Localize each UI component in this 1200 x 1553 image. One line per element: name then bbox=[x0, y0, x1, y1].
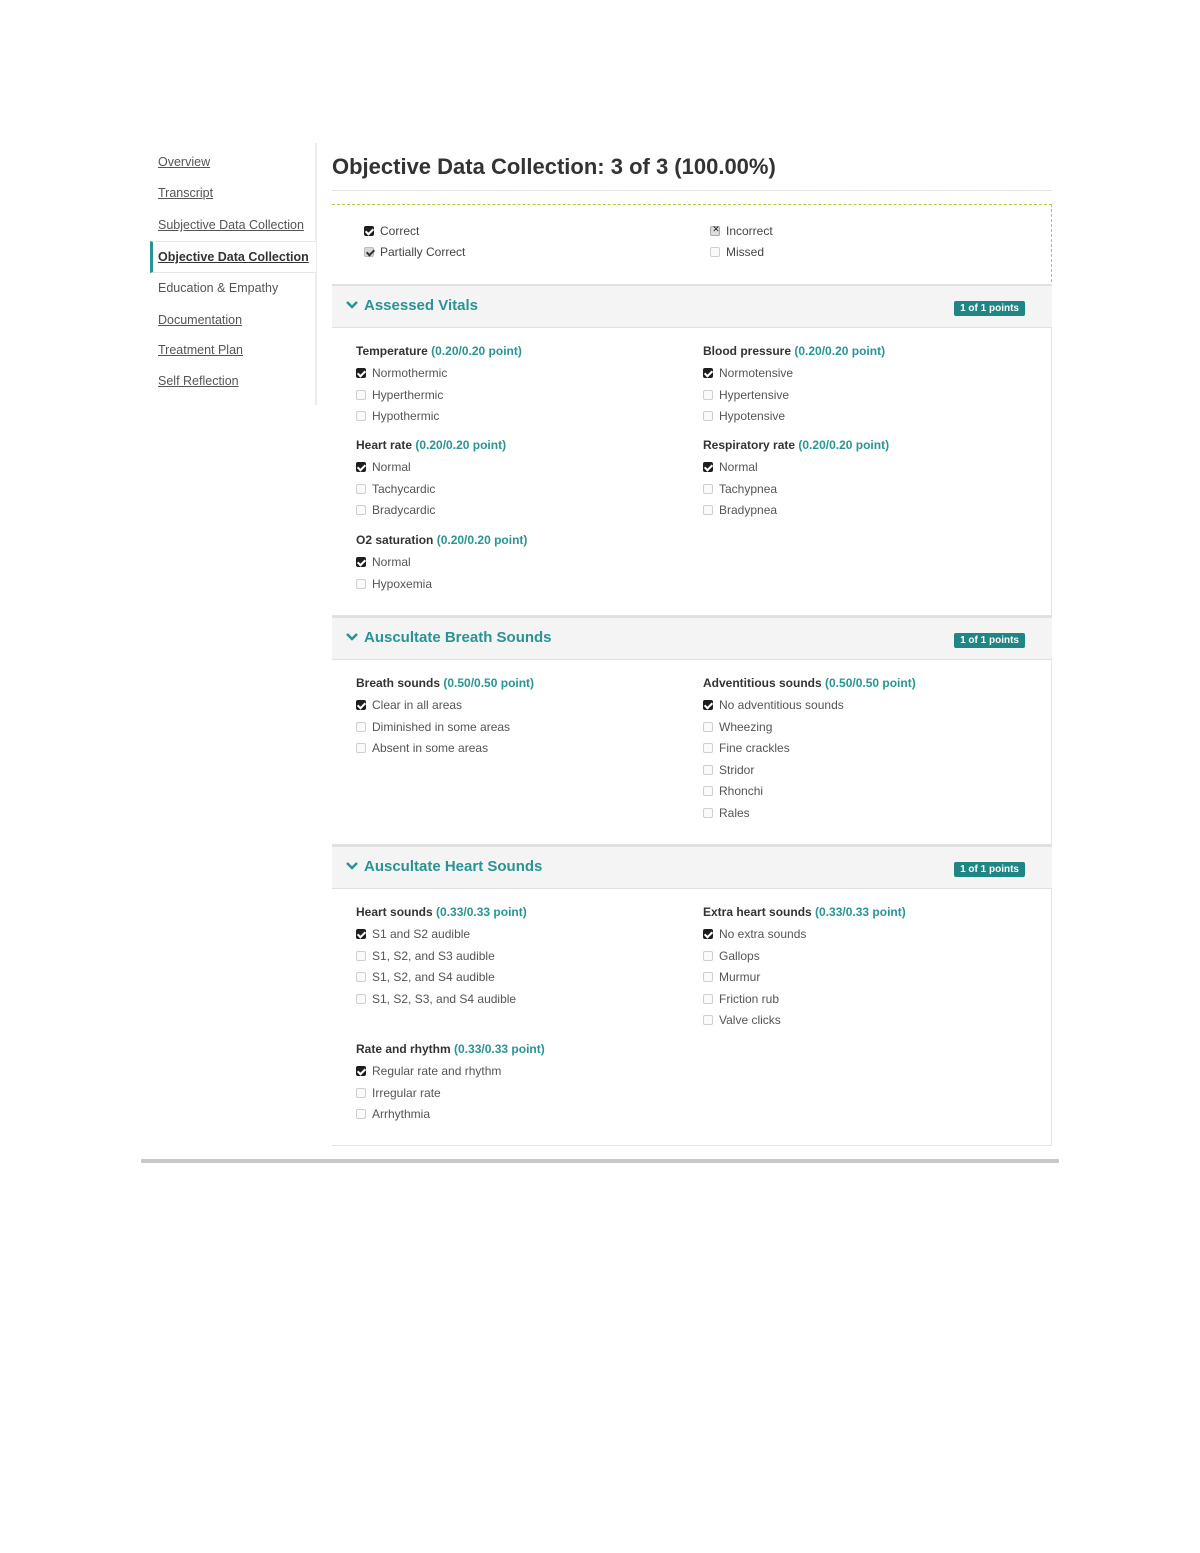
question-adventitious-sounds bbox=[703, 676, 916, 827]
question-label bbox=[356, 676, 534, 698]
unchecked-checkbox-icon bbox=[356, 484, 366, 494]
question-score: (0.20/0.20 point) bbox=[431, 344, 522, 358]
unchecked-checkbox-icon bbox=[356, 1088, 366, 1098]
question-temperature bbox=[356, 344, 522, 431]
incorrect-x-icon bbox=[710, 226, 720, 236]
chevron-down-icon[interactable] bbox=[344, 857, 360, 875]
section-header-breath-sounds[interactable] bbox=[332, 616, 1052, 660]
title-divider bbox=[332, 190, 1052, 191]
option-item bbox=[356, 698, 534, 720]
question-o2-saturation bbox=[356, 533, 527, 598]
sidebar-item-subjective-data-collection[interactable]: Subjective Data Collection bbox=[158, 218, 304, 232]
unchecked-checkbox-icon bbox=[703, 1015, 713, 1025]
sidebar-item-transcript[interactable]: Transcript bbox=[158, 186, 214, 200]
unchecked-checkbox-icon bbox=[356, 722, 366, 732]
option-item bbox=[356, 503, 506, 525]
option-label: Fine crackles bbox=[719, 741, 790, 755]
unchecked-checkbox-icon bbox=[356, 994, 366, 1004]
option-label: S1, S2, and S4 audible bbox=[372, 970, 495, 984]
unchecked-checkbox-icon bbox=[703, 808, 713, 818]
option-item bbox=[356, 482, 506, 504]
unchecked-checkbox-icon bbox=[703, 765, 713, 775]
missed-checkbox-icon bbox=[710, 247, 720, 257]
option-item bbox=[703, 806, 916, 828]
question-score: (0.33/0.33 point) bbox=[815, 905, 906, 919]
section-title: Auscultate Breath Sounds bbox=[364, 629, 552, 646]
checked-checkbox-icon bbox=[356, 700, 366, 710]
correct-checkbox-icon bbox=[364, 226, 374, 236]
option-item bbox=[703, 388, 885, 410]
section-title: Auscultate Heart Sounds bbox=[364, 858, 543, 875]
option-label: Tachypnea bbox=[719, 481, 778, 496]
checked-checkbox-icon bbox=[703, 462, 713, 472]
option-label: Normal bbox=[372, 460, 411, 474]
checked-checkbox-icon bbox=[356, 368, 366, 378]
option-item bbox=[356, 720, 534, 742]
checked-checkbox-icon bbox=[703, 368, 713, 378]
question-label bbox=[703, 344, 885, 366]
option-item bbox=[703, 366, 885, 388]
sidebar-nav bbox=[150, 143, 317, 405]
unchecked-checkbox-icon bbox=[356, 972, 366, 982]
question-label bbox=[703, 438, 889, 460]
option-label: Normotensive bbox=[719, 366, 794, 380]
option-label: No extra sounds bbox=[719, 927, 807, 941]
option-label: Gallops bbox=[719, 948, 760, 963]
question-respiratory-rate bbox=[703, 438, 889, 525]
option-label: Hypothermic bbox=[372, 409, 440, 423]
question-score: (0.20/0.20 point) bbox=[798, 438, 890, 452]
points-badge: 1 of 1 points bbox=[954, 301, 1025, 316]
sidebar-item-treatment-plan[interactable]: Treatment Plan bbox=[158, 343, 243, 357]
question-text: Adventitious sounds bbox=[703, 676, 822, 690]
question-text: Blood pressure bbox=[703, 344, 792, 358]
sidebar-item-documentation[interactable]: Documentation bbox=[158, 313, 243, 327]
points-badge: 1 of 1 points bbox=[954, 633, 1025, 648]
question-label bbox=[703, 676, 916, 698]
chevron-down-icon[interactable] bbox=[344, 296, 360, 314]
sidebar-item-objective-data-collection[interactable]: Objective Data Collection bbox=[158, 250, 309, 264]
option-item bbox=[703, 720, 916, 742]
option-item bbox=[703, 1013, 906, 1035]
option-item bbox=[356, 1086, 545, 1108]
checked-checkbox-icon bbox=[356, 557, 366, 567]
option-item bbox=[356, 366, 522, 388]
option-item bbox=[356, 741, 534, 763]
unchecked-checkbox-icon bbox=[356, 411, 366, 421]
unchecked-checkbox-icon bbox=[703, 786, 713, 796]
question-score: (0.33/0.33 point) bbox=[436, 905, 527, 919]
option-item bbox=[356, 577, 527, 599]
legend bbox=[332, 204, 1052, 282]
checked-checkbox-icon bbox=[703, 700, 713, 710]
section-body-breath-sounds bbox=[332, 660, 1052, 845]
option-item bbox=[356, 555, 527, 577]
option-label: Rales bbox=[719, 805, 750, 820]
option-label: Wheezing bbox=[719, 719, 773, 734]
option-label: Tachycardic bbox=[372, 481, 436, 496]
unchecked-checkbox-icon bbox=[703, 505, 713, 515]
question-label bbox=[356, 438, 506, 460]
option-item bbox=[703, 784, 916, 806]
question-extra-heart-sounds bbox=[703, 905, 906, 1035]
unchecked-checkbox-icon bbox=[703, 484, 713, 494]
question-text: Extra heart sounds bbox=[703, 905, 812, 919]
option-label: Stridor bbox=[719, 762, 755, 777]
question-score: (0.50/0.50 point) bbox=[825, 676, 916, 690]
question-label bbox=[356, 344, 522, 366]
option-item bbox=[356, 970, 527, 992]
legend-incorrect bbox=[710, 224, 773, 238]
sidebar-item-overview[interactable]: Overview bbox=[158, 155, 211, 169]
option-label: Normal bbox=[372, 555, 411, 569]
checked-checkbox-icon bbox=[356, 929, 366, 939]
option-item bbox=[356, 927, 527, 949]
question-text: Heart rate bbox=[356, 438, 413, 452]
option-label: Normal bbox=[719, 460, 758, 474]
option-label: S1, S2, and S3 audible bbox=[372, 948, 495, 963]
question-text: Temperature bbox=[356, 344, 428, 358]
question-text: O2 saturation bbox=[356, 533, 434, 547]
option-item bbox=[703, 992, 906, 1014]
option-label: S1, S2, S3, and S4 audible bbox=[372, 991, 517, 1006]
option-label: Normothermic bbox=[372, 366, 448, 380]
legend-correct bbox=[364, 224, 419, 238]
partial-checkbox-icon bbox=[364, 247, 374, 257]
option-label: Hypotensive bbox=[719, 409, 786, 423]
option-item bbox=[703, 460, 889, 482]
unchecked-checkbox-icon bbox=[703, 972, 713, 982]
option-label: Regular rate and rhythm bbox=[372, 1064, 502, 1078]
question-heart-sounds bbox=[356, 905, 527, 1013]
question-text: Rate and rhythm bbox=[356, 1042, 451, 1056]
option-label: Arrhythmia bbox=[372, 1107, 431, 1121]
unchecked-checkbox-icon bbox=[703, 743, 713, 753]
section-header-assessed-vitals[interactable] bbox=[332, 284, 1052, 328]
option-label: Rhonchi bbox=[719, 784, 764, 798]
question-label bbox=[356, 905, 527, 927]
unchecked-checkbox-icon bbox=[703, 722, 713, 732]
option-item bbox=[356, 1107, 545, 1129]
question-label bbox=[356, 1042, 545, 1064]
page-title: Objective Data Collection: 3 of 3 (100.00%) bbox=[332, 154, 776, 179]
unchecked-checkbox-icon bbox=[356, 390, 366, 400]
option-label: Bradycardic bbox=[372, 503, 436, 517]
question-text: Respiratory rate bbox=[703, 438, 796, 452]
question-breath-sounds bbox=[356, 676, 534, 763]
legend-partially-correct-label: Partially Correct bbox=[380, 245, 466, 259]
question-score: (0.20/0.20 point) bbox=[436, 533, 528, 547]
option-item bbox=[356, 1064, 545, 1086]
option-item bbox=[703, 763, 916, 785]
option-item bbox=[703, 970, 906, 992]
option-item bbox=[703, 741, 916, 763]
unchecked-checkbox-icon bbox=[356, 579, 366, 589]
sidebar-item-self-reflection[interactable]: Self Reflection bbox=[158, 374, 239, 388]
sidebar-item-education-empathy[interactable]: Education & Empathy bbox=[158, 281, 279, 295]
option-label: No adventitious sounds bbox=[719, 698, 844, 712]
question-score: (0.50/0.50 point) bbox=[443, 676, 535, 690]
option-label: Absent in some areas bbox=[372, 741, 489, 755]
question-score: (0.20/0.20 point) bbox=[794, 344, 886, 358]
legend-missed-label: Missed bbox=[726, 245, 765, 259]
legend-missed bbox=[710, 245, 764, 259]
option-label: Friction rub bbox=[719, 991, 780, 1006]
option-item bbox=[703, 503, 889, 525]
option-item bbox=[703, 409, 885, 431]
question-score: (0.20/0.20 point) bbox=[415, 438, 507, 452]
points-badge: 1 of 1 points bbox=[954, 862, 1025, 877]
option-label: Irregular rate bbox=[372, 1085, 441, 1100]
question-score: (0.33/0.33 point) bbox=[454, 1042, 545, 1056]
page-bottom-divider bbox=[141, 1159, 1059, 1163]
section-header-heart-sounds[interactable] bbox=[332, 845, 1052, 889]
question-label bbox=[356, 533, 527, 555]
option-item bbox=[703, 927, 906, 949]
option-item bbox=[356, 460, 506, 482]
question-rate-and-rhythm bbox=[356, 1042, 545, 1129]
unchecked-checkbox-icon bbox=[356, 505, 366, 515]
section-title: Assessed Vitals bbox=[364, 297, 478, 314]
question-text: Breath sounds bbox=[356, 676, 441, 690]
chevron-down-icon[interactable] bbox=[344, 628, 360, 646]
option-label: Hypoxemia bbox=[372, 576, 433, 591]
option-label: Hypertensive bbox=[719, 387, 790, 402]
option-item bbox=[703, 698, 916, 720]
option-item bbox=[703, 482, 889, 504]
unchecked-checkbox-icon bbox=[703, 994, 713, 1004]
option-label: Bradypnea bbox=[719, 503, 778, 517]
option-label: Clear in all areas bbox=[372, 698, 463, 712]
unchecked-checkbox-icon bbox=[703, 390, 713, 400]
question-heart-rate bbox=[356, 438, 506, 525]
unchecked-checkbox-icon bbox=[703, 411, 713, 421]
option-label: Diminished in some areas bbox=[372, 719, 511, 734]
unchecked-checkbox-icon bbox=[356, 951, 366, 961]
question-label bbox=[703, 905, 906, 927]
section-body-heart-sounds bbox=[332, 889, 1052, 1146]
option-item bbox=[356, 992, 527, 1014]
option-item bbox=[703, 949, 906, 971]
option-item bbox=[356, 949, 527, 971]
option-item bbox=[356, 388, 522, 410]
option-label: S1 and S2 audible bbox=[372, 927, 471, 941]
option-item bbox=[356, 409, 522, 431]
checked-checkbox-icon bbox=[703, 929, 713, 939]
legend-incorrect-label: Incorrect bbox=[726, 224, 773, 238]
question-text: Heart sounds bbox=[356, 905, 433, 919]
unchecked-checkbox-icon bbox=[356, 1109, 366, 1119]
question-blood-pressure bbox=[703, 344, 885, 431]
legend-partially-correct bbox=[364, 245, 465, 259]
option-label: Hyperthermic bbox=[372, 387, 444, 402]
checked-checkbox-icon bbox=[356, 462, 366, 472]
section-body-assessed-vitals bbox=[332, 328, 1052, 616]
checked-checkbox-icon bbox=[356, 1066, 366, 1076]
unchecked-checkbox-icon bbox=[356, 743, 366, 753]
option-label: Murmur bbox=[719, 970, 761, 984]
unchecked-checkbox-icon bbox=[703, 951, 713, 961]
option-label: Valve clicks bbox=[719, 1013, 781, 1027]
legend-correct-label: Correct bbox=[380, 224, 420, 238]
